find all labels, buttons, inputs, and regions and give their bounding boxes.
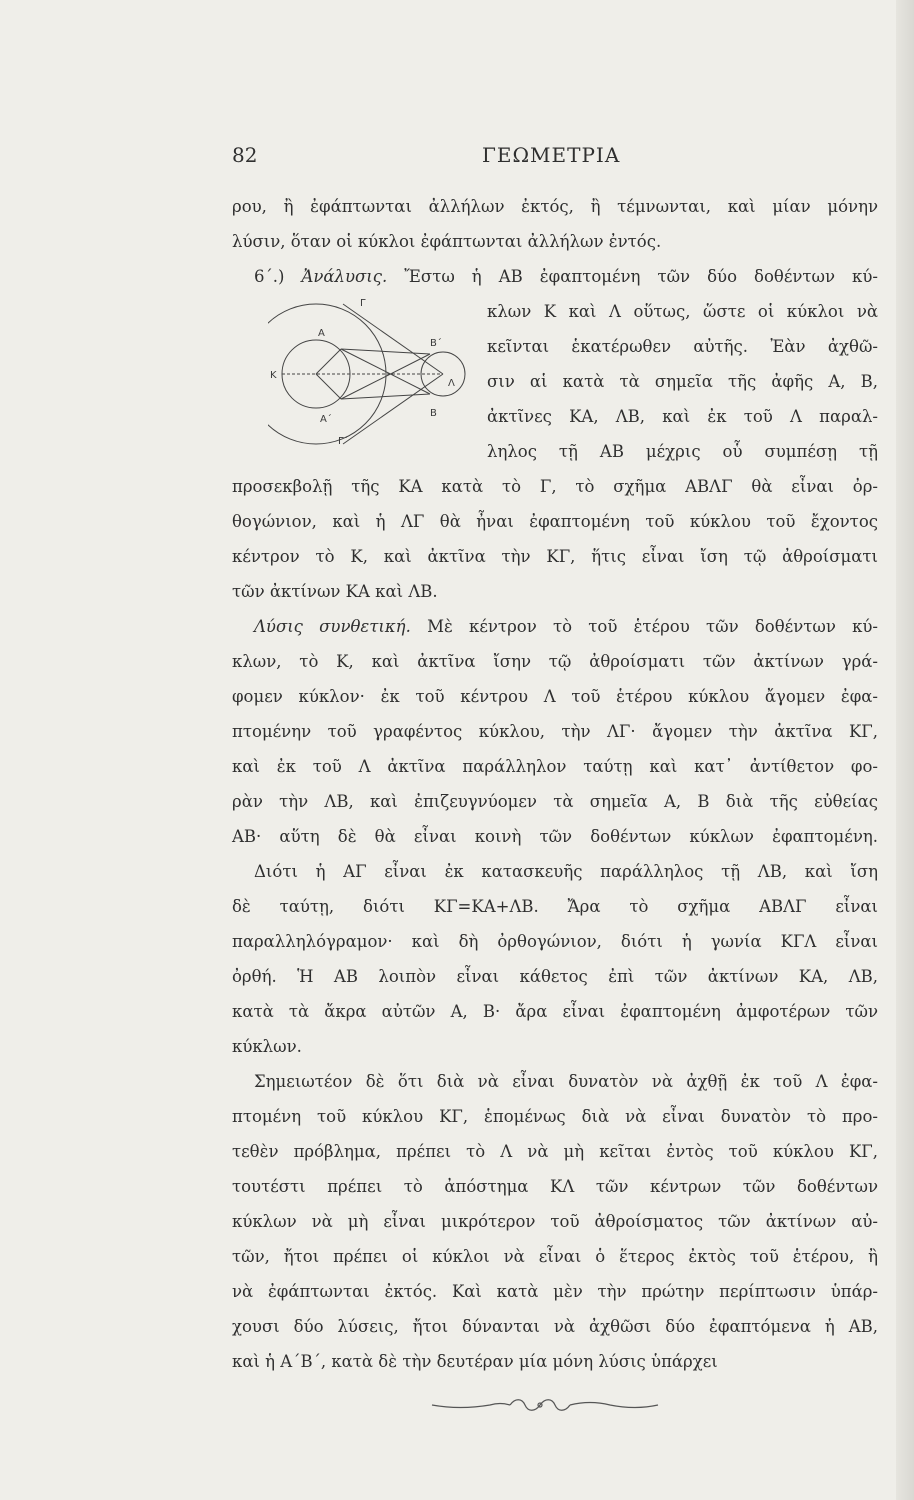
text-line: τεθὲν πρόβλημα, πρέπει τὸ Λ νὰ μὴ κεῖται ἐντὸς τοῦ κύκλου ΚΓ, (232, 1142, 878, 1161)
page-header (232, 143, 878, 173)
label-b-prime: Β΄ (430, 338, 442, 349)
running-title: ΓΕΩΜΕΤΡΙΑ (482, 143, 621, 167)
radius-ka (316, 349, 341, 374)
text-line: πτομένη τοῦ κύκλου ΚΓ, ἑπομένως διὰ νὰ εἶναι δυνατὸν τὸ προ- (232, 1107, 878, 1126)
text-line: ρου, ἢ ἐφάπτωνται ἀλλήλων ἐκτός, ἢ τέμνωνται, καὶ μίαν μόνην (232, 197, 878, 216)
text-line: κύκλων. (232, 1037, 302, 1056)
text-line: κατὰ τὰ ἄκρα αὐτῶν Α, Β· ἄρα εἶναι ἐφαπτομένη ἀμφοτέρων τῶν (232, 1002, 878, 1021)
text-line: φομεν κύκλον· ἐκ τοῦ κέντρου Λ τοῦ ἑτέρου κύκλου ἄγομεν ἐφα- (232, 687, 878, 706)
section-heading: Λύσις συνθετική. (254, 617, 411, 636)
text-line: σιν αἱ κατὰ τὰ σημεῖα τῆς ἀφῆς Α, Β, (487, 372, 878, 391)
end-ornament (430, 1396, 660, 1414)
text-line: προσεκβολῇ τῆς ΚΑ κατὰ τὸ Γ, τὸ σχῆμα ΑΒΛΓ θὰ εἶναι ὀρ- (232, 477, 878, 496)
text-line: Διότι ἡ ΑΓ εἶναι ἐκ κατασκευῆς παράλληλος τῇ ΛΒ, καὶ ἴση (254, 862, 878, 881)
text-line: ΑΒ· αὕτη δὲ θὰ εἶναι κοινὴ τῶν δοθέντων κύκλων ἐφαπτομένη. (232, 827, 878, 846)
tangent-lg-prime (343, 374, 443, 444)
text-line: νὰ ἐφάπτωνται ἐκτός. Καὶ κατὰ μὲν τὴν πρώτην περίπτωσιν ὑπάρ- (232, 1282, 878, 1301)
text-line: καὶ ἡ Α΄Β΄, κατὰ δὲ τὴν δευτέραν μία μόνη λύσις ὑπάρχει (232, 1352, 718, 1371)
label-a-prime: Α΄ (320, 414, 332, 425)
text-line: τῶν, ἤτοι πρέπει οἱ κύκλοι νὰ εἶναι ὁ ἕτερος ἐκτὸς τοῦ ἑτέρου, ἢ (232, 1247, 878, 1266)
text-line: τῶν ἀκτίνων ΚΑ καὶ ΛΒ. (232, 582, 438, 601)
text-run: Ἔστω ἡ ΑΒ ἐφαπτομένη τῶν δύο δοθέντων κύ- (404, 267, 878, 286)
text-run: Μὲ κέντρον τὸ τοῦ ἑτέρου τῶν δοθέντων κύ- (427, 617, 878, 636)
synthesis-first-line (254, 616, 878, 638)
label-a: Α (318, 328, 325, 339)
label-g-prime: Γ΄ (338, 436, 349, 446)
page-number: 82 (232, 143, 258, 167)
text-line: ἀκτῖνες ΚΑ, ΛΒ, καὶ ἐκ τοῦ Λ παραλ- (487, 407, 878, 426)
text-line: παραλληλόγραμον· καὶ δὴ ὀρθογώνιον, διότι ἡ γωνία ΚΓΛ εἶναι (232, 932, 878, 951)
text-line: κεῖνται ἑκατέρωθεν αὐτῆς. Ἐὰν ἀχθῶ- (487, 337, 878, 356)
text-line: ρὰν τὴν ΛΒ, καὶ ἐπιζευγνύομεν τὰ σημεῖα Α, Β διὰ τῆς εὐθείας (232, 792, 878, 811)
text-line: κύκλων νὰ μὴ εἶναι μικρότερον τοῦ ἀθροίσματος τῶν ἀκτίνων αὐ- (232, 1212, 878, 1231)
text-line: δὲ ταύτῃ, διότι ΚΓ=ΚΑ+ΛΒ. Ἄρα τὸ σχῆμα ΑΒΛΓ εἶναι (232, 897, 878, 916)
section-heading: Ἀνάλυσις. (301, 267, 388, 286)
label-g: Γ (360, 298, 366, 309)
text-line: καὶ ἐκ τοῦ Λ ἀκτῖνα παράλληλον ταύτῃ καὶ κατ᾽ ἀντίθετον φο- (232, 757, 878, 776)
text-line: θογώνιον, καὶ ἡ ΛΓ θὰ ἦναι ἐφαπτομένη τοῦ κύκλου τοῦ ἔχοντος (232, 512, 878, 531)
label-k: Κ (270, 370, 277, 381)
tangent-ab (341, 349, 430, 354)
page-edge (896, 0, 914, 1500)
tangent-ab-prime (341, 394, 430, 399)
tangent-lg (343, 304, 443, 374)
text-line: τουτέστι πρέπει τὸ ἀπόστημα ΚΛ τῶν κέντρων τῶν δοθέντων (232, 1177, 878, 1196)
label-b: Β (430, 408, 437, 419)
text-line: λύσιν, ὅταν οἱ κύκλοι ἐφάπτωνται ἀλλήλων ἐντός. (232, 232, 662, 251)
text-line: κλων, τὸ Κ, καὶ ἀκτῖνα ἴσην τῷ ἀθροίσματι τῶν ἀκτίνων γρά- (232, 652, 878, 671)
text-line: Σημειωτέον δὲ ὅτι διὰ νὰ εἶναι δυνατὸν νὰ ἀχθῇ ἐκ τοῦ Λ ἐφα- (254, 1072, 878, 1091)
text-line: ληλος τῇ ΑΒ μέχρις οὗ συμπέσῃ τῇ (487, 442, 878, 461)
radius-ka-prime (316, 374, 341, 399)
text-line: χουσι δύο λύσεις, ἤτοι δύνανται νὰ ἀχθῶσι δύο ἐφαπτόμενα ἡ ΑΒ, (232, 1317, 878, 1336)
geometry-figure (268, 296, 478, 446)
text-line: κλων Κ καὶ Λ οὕτως, ὥστε οἱ κύκλοι νὰ (487, 302, 878, 321)
text-line: πτομένην τοῦ γραφέντος κύκλου, τὴν ΛΓ· ἄγομεν τὴν ἀκτῖνα ΚΓ, (232, 722, 878, 741)
text-line: ὀρθή. Ἡ ΑΒ λοιπὸν εἶναι κάθετος ἐπὶ τῶν ἀκτίνων ΚΑ, ΛΒ, (232, 967, 878, 986)
section-number: 6΄.) (254, 267, 285, 286)
label-l: Λ (448, 378, 455, 389)
text-line: κέντρον τὸ Κ, καὶ ἀκτῖνα τὴν ΚΓ, ἥτις εἶναι ἴση τῷ ἀθροίσματι (232, 547, 878, 566)
analysis-first-line (254, 266, 878, 288)
